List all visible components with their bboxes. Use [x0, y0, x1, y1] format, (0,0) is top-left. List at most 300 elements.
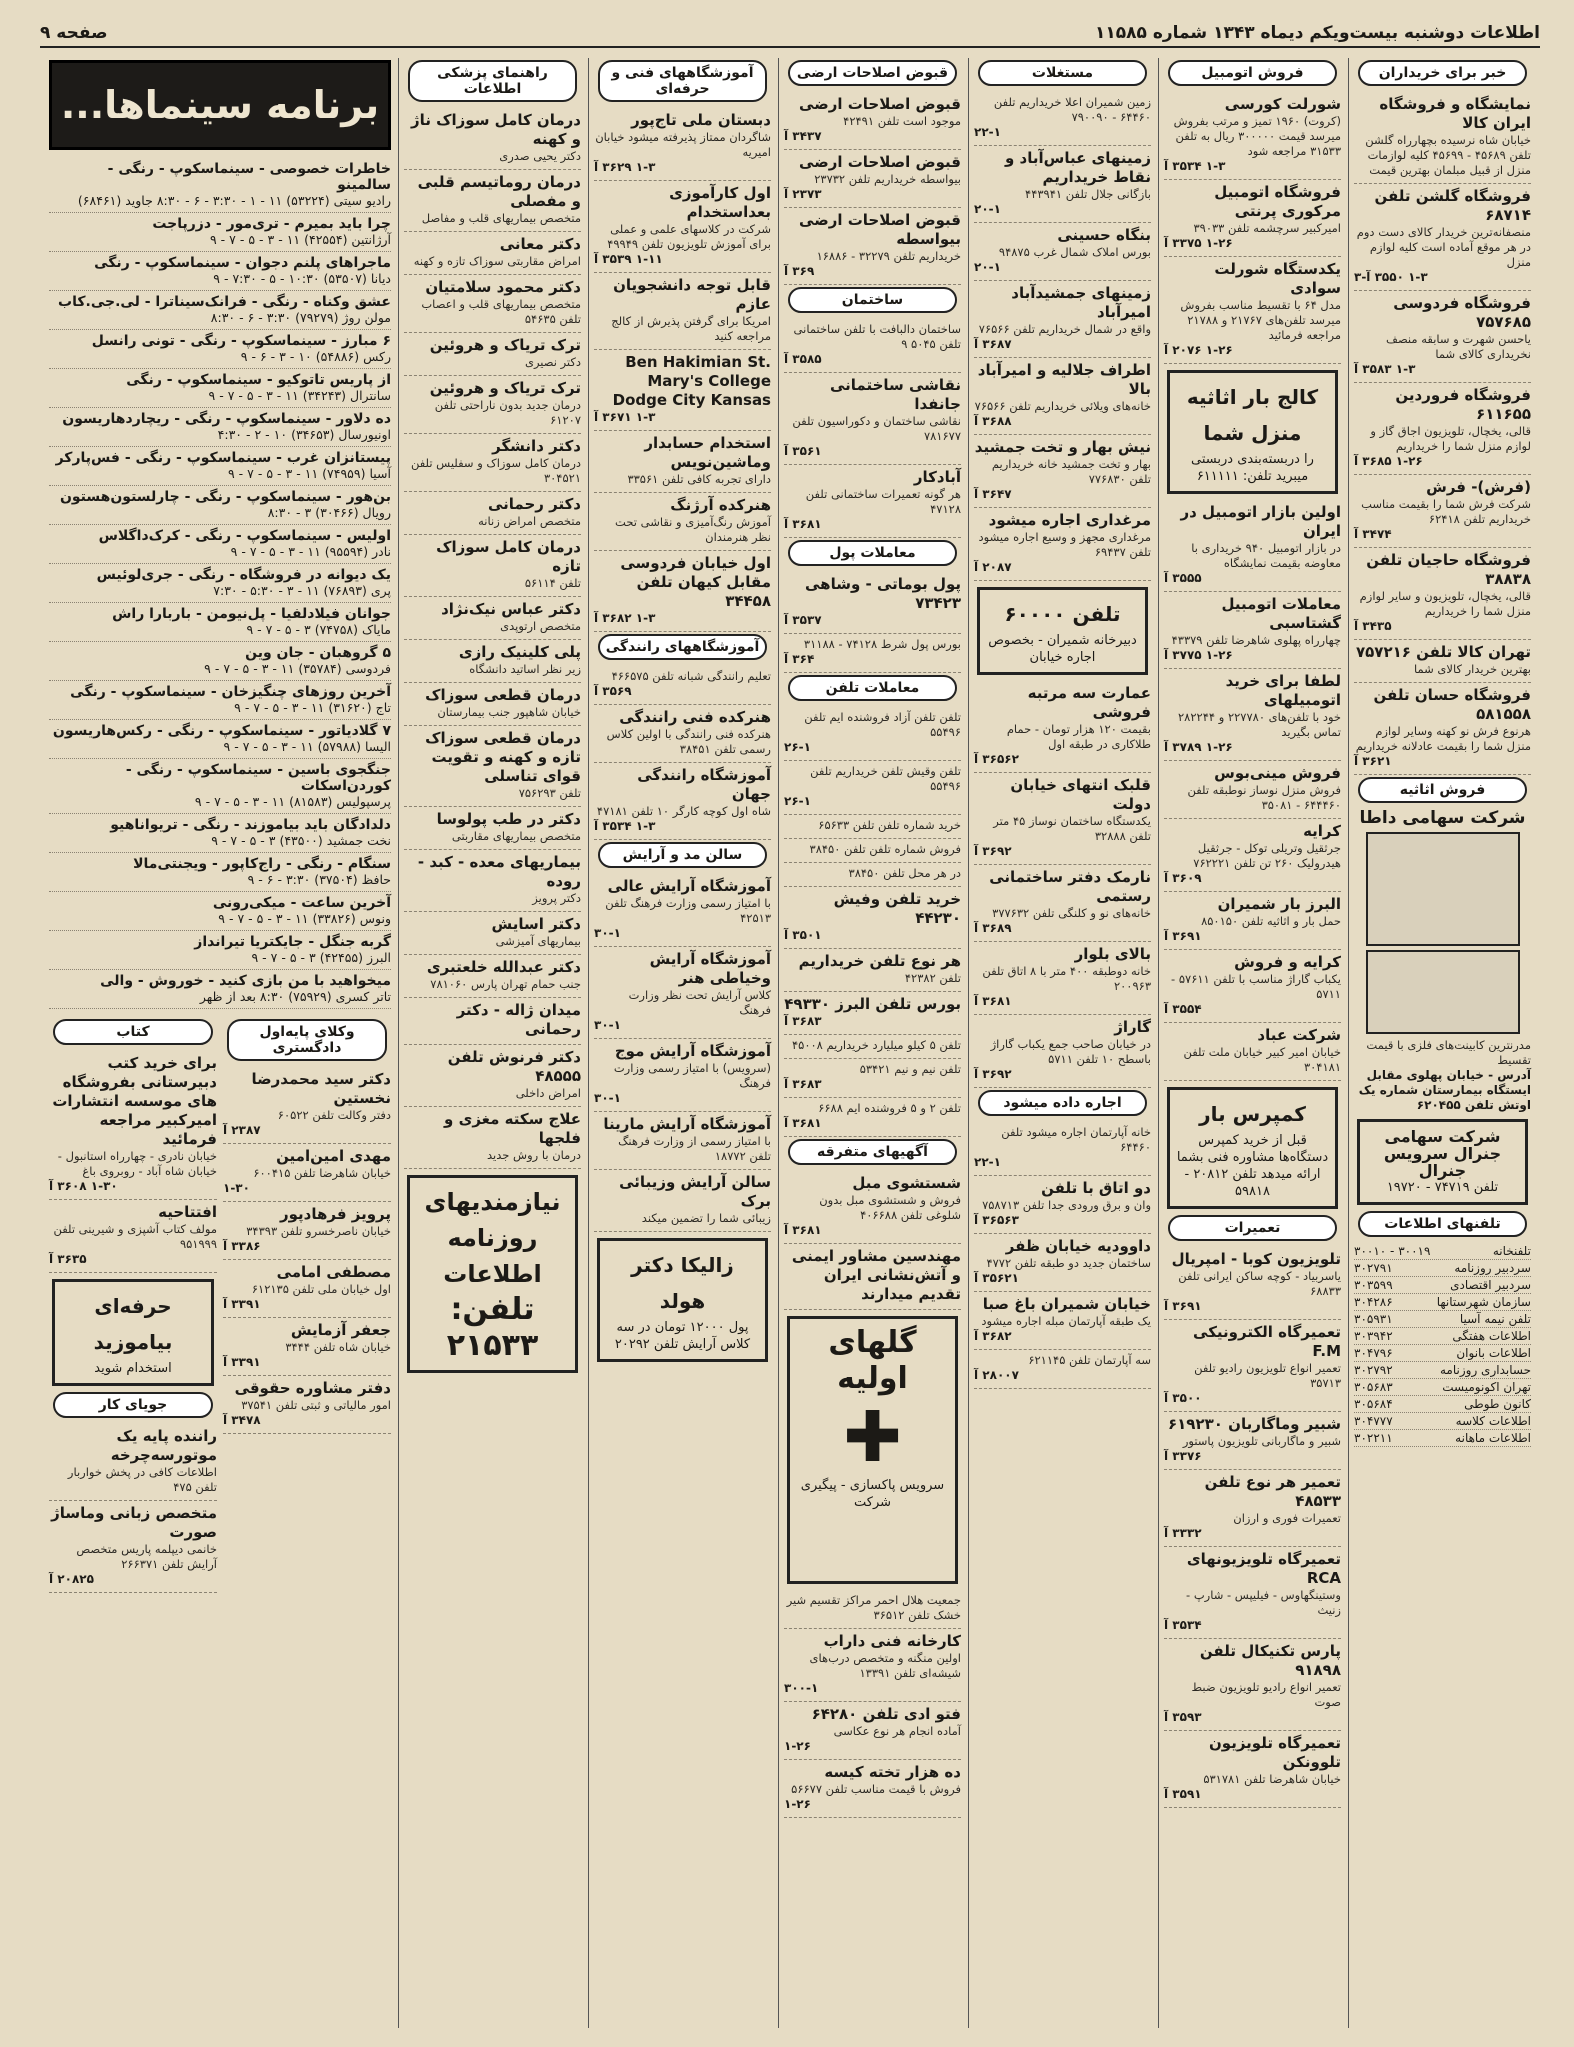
cinema-listing: [49, 158, 391, 213]
ad-code: ۳۰-۱: [594, 926, 621, 940]
phone-label: حسابداری روزنامه: [1440, 1363, 1531, 1377]
ad-code: ۱-۳۰ ۳۶۰۸ آ: [49, 1179, 118, 1193]
ad-code: ۱-۲۶: [784, 1739, 811, 1753]
ad-code: ۱-۲۶ ۳۶۸۵ آ: [1354, 454, 1423, 468]
ad-headline: آموزشگاه آرایش موج: [614, 1042, 771, 1060]
ad-code: ۳۵۰۱ آ: [784, 928, 822, 942]
ad-headline: اول خیابان فردوسی مقابل کیهان تلفن ۳۴۴۵۸: [620, 554, 771, 610]
ad-code: ۳۴۷۴ آ: [1354, 527, 1392, 541]
ad-body: (کروت) ۱۹۶۰ تمیز و مرتب بفروش میرسد قیمت ۳۰۰۰۰۰ ریال به تلفن ۳۱۵۳۳ مراجعه شود: [1173, 114, 1341, 158]
ad-code: ۳۶۹ آ: [784, 264, 815, 278]
classified-ad: [784, 887, 961, 949]
classified-ad: [1164, 1639, 1341, 1731]
ad-body: دبیرخانه شمیران - بخصوص اجاره خیابان: [988, 633, 1137, 665]
ad-code: ۳۶۰۹ آ: [1164, 871, 1202, 885]
classified-ad: [784, 839, 961, 863]
classified-ad: [974, 435, 1151, 508]
phone-row: [1354, 1413, 1531, 1430]
ad-code: ۳۶۸۱ آ: [784, 517, 822, 531]
ad-body: در بازار اتومبیل ۹۴۰ خریداری با معاوضه بقیمت نمایشگاه: [1191, 541, 1341, 570]
film-title: عشق وکناه - رنگی - فرانک‌سیناترا - لی.جی.کاب: [58, 294, 391, 310]
ad-headline: اولین بازار اتومبیل در ایران: [1180, 503, 1341, 540]
classified-ad: [594, 493, 771, 551]
ad-body: متخصص بیماریهای مقاربتی: [451, 829, 581, 843]
ad-body: امیرکبیر سرچشمه تلفن ۳۹۰۳۳: [1193, 221, 1341, 235]
phone-number: ۳۰۴۲۸۶: [1354, 1295, 1393, 1309]
classified-ad: [784, 634, 961, 673]
classified-ad: [1164, 257, 1341, 364]
phone-label: تلفن نیمه آسیا: [1459, 1312, 1531, 1326]
showtimes: آسیا (۷۴۹۵۹) ۱۱ - ۳ - ۵ - ۷ - ۹: [227, 466, 391, 481]
ad-body: را دربسته‌بندی دربستی میبرید تلفن: ۶۱۱۱۱۱: [1191, 452, 1314, 484]
showtimes: اونیورسال (۳۴۶۵۳) ۱۰ - ۲ - ۴:۳۰: [217, 427, 391, 442]
cinema-header: برنامه سینماها...: [49, 60, 391, 150]
classified-ad: [404, 955, 581, 998]
ad-code: ۱-۳ ۳۵۳۴ آ: [1164, 159, 1226, 173]
phone-label: اطلاعات ماهانه: [1455, 1431, 1531, 1445]
classified-ad: [974, 1015, 1151, 1088]
classified-ad: [1164, 1470, 1341, 1547]
cinema-listing: [49, 603, 391, 642]
classified-ad: [1354, 291, 1531, 383]
ad-headline: دکتر سید محمدرضا نخستین: [251, 1070, 391, 1107]
ad-headline: تلفن ۶۰۰۰۰: [1004, 602, 1121, 626]
ad-headline: برای خرید کتب دبیرستانی بفروشگاه های موسسه انتشارات امیرکبیر مراجعه فرمائید: [52, 1054, 217, 1148]
classified-ad: [784, 1059, 961, 1098]
ad-body: آماده انجام هر نوع عکاسی: [833, 1724, 961, 1738]
ad-headline: فروشگاه حاجیان تلفن ۳۸۸۳۸: [1366, 551, 1531, 588]
ad-headline: پارس تکنیکال تلفن ۹۱۸۹۸: [1199, 1642, 1341, 1679]
ad-code: ۲۸۰۰۷ آ: [974, 1368, 1019, 1382]
subcolumn-lawyers: [223, 1017, 391, 1593]
ad-headline: فروشگاه فروردین ۶۱۱۶۵۵: [1395, 386, 1531, 423]
phone-row: [1354, 1362, 1531, 1379]
cinema-listing: [49, 213, 391, 252]
phone-row: [1354, 1345, 1531, 1362]
ad-body: تلفن ۷۵۶۲۹۳: [518, 786, 581, 800]
ad-body: تعمیرات فوری و ارزان: [1233, 1511, 1341, 1525]
classified-ad: [594, 350, 771, 431]
ad-code: ۱-۳ ۳۵۵۰ آ-۳: [1354, 270, 1428, 284]
ad-body: تعلیم رانندگی شبانه تلفن ۴۶۶۵۷۵: [611, 669, 771, 683]
ad-headline: سالن آرایش وزیبائی برک: [619, 1173, 771, 1210]
boxed-ad: [52, 1279, 214, 1386]
classified-ad: [974, 146, 1151, 223]
ad-code: ۳۵۵۵ آ: [1164, 571, 1202, 585]
film-title: پیستانزان غرب - سینماسکوپ - رنگی - فس‌پارکر: [55, 450, 391, 466]
ad-body: متخصص امراض زنانه: [478, 514, 581, 528]
classified-ad: [404, 998, 581, 1045]
ad-body: یکباب گاراژ مناسب با تلفن ۵۷۶۱۱ - ۵۷۱۱: [1171, 972, 1341, 1001]
ad-code: ۳۴۳۷ آ: [784, 129, 822, 143]
classified-ad: [1354, 475, 1531, 548]
classified-ad: [404, 912, 581, 955]
showtimes: تاج (۳۱۶۲۰) ۱۱ - ۳ - ۵ - ۷ - ۹: [234, 700, 391, 715]
classified-ad: [1164, 92, 1341, 180]
ad-headline: کرایه: [1303, 822, 1341, 840]
phone-row: [1354, 1277, 1531, 1294]
ad-headline: کرایه و فروش: [1234, 953, 1341, 971]
cinema-listing: [49, 330, 391, 369]
phone-number: ۳۰۲۷۹۲: [1354, 1363, 1393, 1377]
ad-body: خیابان شاه تلفن ۳۴۴۴: [285, 1340, 391, 1354]
ad-body: خانه‌های نو و کلنگی تلفن ۳۷۷۶۳۲: [992, 906, 1151, 920]
phone-number: ۳۰۲۲۱۱: [1354, 1431, 1393, 1445]
ad-body: جمعیت هلال احمر مراکز تقسیم شیر خشک تلفن ۳۶۵۱۲: [786, 1593, 961, 1622]
ad-headline: تعمیرگاه تلویزیونهای RCA: [1186, 1550, 1341, 1587]
phone-number: ۳۰۲۷۹۱: [1354, 1261, 1393, 1275]
ad-headline: درمان قطعی سوزاک تازه و کهنه و تقویت قوای تناسلی: [425, 729, 581, 785]
ad-body: دفتر وکالت تلفن ۶۰۵۲۲: [277, 1108, 391, 1122]
ad-body: دکتر پرویز: [532, 891, 581, 905]
ad-headline: زمینهای عباس‌آباد و نقاط خریداریم: [1004, 149, 1151, 186]
big-ad-sub: تلفن: ۲۱۵۳۳: [446, 1292, 539, 1363]
classified-ad: [974, 1350, 1151, 1389]
classified-ad: [1164, 1320, 1341, 1412]
phone-row: [1354, 1311, 1531, 1328]
ad-body: متخصص بیماریهای قلب و مفاصل: [421, 211, 581, 225]
ad-code: ۳۴۳۵ آ: [1354, 619, 1392, 633]
phone-row: [1354, 1243, 1531, 1260]
section-title: فروش اثاثیه: [1358, 777, 1527, 803]
ad-body: پول ۱۲۰۰۰ تومان در سه کلاس آرایش تلفن ۲۰۲۹۲: [614, 1320, 751, 1352]
ad-body: اولین منگنه و متخصص درب‌های شیشه‌ای تلفن ۱۳۳۹۱: [809, 1651, 961, 1680]
ad-body: شرکت در کلاسهای علمی و عملی برای آموزش تلویزیون تلفن ۴۹۹۴۹: [607, 222, 771, 251]
phone-label: سازمان شهرستانها: [1436, 1295, 1531, 1309]
ad-headline: فروشگاه حسان تلفن ۵۸۱۵۵۸: [1373, 686, 1531, 723]
ad-headline: شورلت کورسی: [1224, 95, 1341, 113]
ad-headline: قبوض اصلاحات ارضی بیواسطه: [799, 211, 961, 248]
ad-code: ۳۰-۱: [594, 1091, 621, 1105]
cinema-listing: [49, 931, 391, 970]
ad-headline: تعمیرگاه تلویزیون تلوونکن: [1208, 1734, 1341, 1771]
ad-body: با امتیاز رسمی وزارت فرهنگ تلفن ۴۲۵۱۳: [605, 896, 771, 925]
classified-ad: [594, 666, 771, 705]
classified-ad: [404, 492, 581, 535]
cross-icon: ✚: [843, 1396, 902, 1478]
classified-ad: [974, 92, 1151, 146]
ad-code: ۲۰-۱: [974, 202, 1001, 216]
ad-code: ۳۶۹۲ آ: [974, 844, 1012, 858]
classified-ad: [784, 92, 961, 150]
ad-body: واقع در شمال خریداریم تلفن ۷۶۵۶۶: [978, 322, 1151, 336]
ad-body: استخدام شوید: [94, 1361, 172, 1376]
classified-ad: [49, 1501, 217, 1593]
ad-code: ۳۶۸۱ آ: [784, 1116, 822, 1130]
phone-number: ۳۰۳۵۹۹: [1354, 1278, 1393, 1292]
ad-body: کلاس آرایش تحت نظر وزارت فرهنگ: [628, 988, 771, 1017]
cinema-listing: [49, 408, 391, 447]
showtimes: مولن روژ (۷۹۲۷۹) ۳:۳۰ - ۶ - ۸:۳۰: [210, 310, 391, 325]
ad-code: ۳۳۳۲ آ: [1164, 1526, 1202, 1540]
ad-headline: بنگاه حسینی: [1057, 226, 1151, 244]
showtimes: البرز (۴۲۴۵۵) ۳ - ۵ - ۷ - ۹: [251, 950, 391, 965]
classified-ad: [594, 705, 771, 763]
film-title: آخرین ساعت - میکی‌رونی: [212, 895, 391, 911]
ad-code: ۱-۳۰: [223, 1181, 250, 1195]
ad-headline: نارمک دفتر ساختمانی رستمی: [989, 868, 1151, 905]
classified-ad: [404, 1045, 581, 1107]
ad-headline: دکتر اسایش: [491, 915, 581, 933]
classified-ad: [1164, 892, 1341, 950]
ad-code: ۳۶۸۱ آ: [974, 994, 1012, 1008]
ad-code: ۳۵۹۳ آ: [1164, 1710, 1202, 1724]
classified-ad: [784, 150, 961, 208]
column-schools: [588, 58, 776, 2028]
ad-body: تلفن ۲ و ۵ فروشنده ایم ۶۶۸۸: [818, 1101, 961, 1115]
classified-ad: [594, 1039, 771, 1112]
section-title: معاملات پول: [788, 540, 957, 566]
showtimes: نادر (۹۵۵۹۴) ۱۱ - ۳ - ۵ - ۷ - ۹: [230, 544, 391, 559]
ad-body: درمان کامل سوزاک و سفلیس تلفن ۳۰۴۵۲۱: [410, 456, 581, 485]
classified-ad: [784, 1035, 961, 1059]
ad-headline: عمارت سه مرتبه فروشی: [1027, 684, 1151, 721]
section-title: راهنمای پزشکی اطلاعات: [408, 60, 577, 102]
classified-ad: [1164, 1547, 1341, 1639]
ad-body: حمل بار و اثاثیه تلفن ۸۵۰۱۵۰: [1201, 914, 1341, 928]
brand-name: شرکت سهامی جنرال سرویس جنرال: [1383, 1127, 1502, 1180]
ad-headline: پول بوماتی - وشاهی ۷۳۴۲۳: [805, 575, 961, 612]
film-title: گربه جنگل - جایکتریا تیرانداز: [194, 934, 391, 950]
ad-code: ۳۶۸۱ آ: [784, 1223, 822, 1237]
ad-body: آموزش رنگ‌آمیزی و نقاشی تحت نظر هنرمندان: [615, 515, 771, 544]
cinema-listing: [49, 892, 391, 931]
ad-body: تلفن تلفن آزاد فروشنده ایم تلفن ۵۵۴۹۶: [804, 710, 961, 739]
film-title: چرا باید بمیرم - تری‌مور - دزرپاجت: [152, 216, 391, 232]
ad-body: وان و برق ورودی جدا تلفن ۷۵۸۷۱۳: [982, 1198, 1151, 1212]
classified-ad: [404, 108, 581, 170]
classified-ad: [784, 815, 961, 839]
classified-ad: [784, 761, 961, 815]
ad-body: با امتیاز رسمی از وزارت فرهنگ تلفن ۱۸۷۷۲: [618, 1134, 771, 1163]
cinema-listing: [49, 291, 391, 330]
classified-ad: [223, 1376, 391, 1434]
ad-body: خانه آپارتمان اجاره میشود تلفن ۶۴۴۶۰: [1001, 1125, 1151, 1154]
classified-ad: [404, 535, 581, 597]
classified-ad: [404, 726, 581, 807]
ad-body: مدل ۶۴ با تقسیط مناسب بفروش میرسد تلفن‌های ۲۱۷۶۷ و ۲۱۷۸۸ مراجعه فرمائید: [1180, 298, 1341, 342]
phone-row: [1354, 1294, 1531, 1311]
ad-body: وستینگهاوس - فیلیپس - شارپ - زنیث: [1186, 1588, 1341, 1617]
film-title: یک دیوانه در فروشگاه - رنگی - جری‌لوئیس: [96, 567, 391, 583]
ad-headline: ترک تریاک و هروئین: [429, 336, 581, 354]
classified-ad: [594, 874, 771, 947]
ad-code: ۳۳۷۶ آ: [1164, 1449, 1202, 1463]
masthead-page-number: صفحه ۹: [40, 23, 108, 43]
ad-headline: معاملات اتومبیل گشتاسبی: [1221, 595, 1341, 632]
ad-headline: بالای بلوار: [1074, 945, 1151, 963]
classified-ad: [974, 1176, 1151, 1234]
cinema-listing: [49, 525, 391, 564]
section-title: معاملات تلفن: [788, 675, 957, 701]
ad-body: فروش شماره تلفن تلفن ۳۸۴۵۰: [809, 842, 961, 856]
ad-headline: شستشوی مبل: [852, 1174, 961, 1192]
classified-ad: [49, 1424, 217, 1501]
ad-headline: مصطفی امامی: [276, 1263, 391, 1281]
classified-ad: [404, 807, 581, 850]
ad-body: در خیابان صاحب جمع یکباب گاراژ باسطح ۱۰ تلفن ۵۷۱۱: [990, 1037, 1151, 1066]
classified-ad: [404, 640, 581, 683]
ad-body: تلفن ۵ کیلو میلیارد خریداریم ۴۵۰۰۸: [791, 1038, 961, 1052]
ad-headline: آبادکار: [913, 468, 961, 486]
ad-headline: هنرکده فنی رانندگی: [619, 708, 771, 726]
ad-body: امراض داخلی: [515, 1086, 581, 1100]
classified-ad: [1354, 383, 1531, 475]
ad-headline: ده هزار تخته کیسه: [824, 1763, 961, 1781]
masthead: [40, 20, 1540, 48]
ad-body: تعمیر انواع رادیو تلویزیون ضبط صوت: [1191, 1680, 1341, 1709]
ad-body: خانه دوطبقه ۴۰۰ متر با ۸ اتاق تلفن ۲۰۰۹۶۳: [982, 964, 1151, 993]
showtimes: سانترال (۳۴۲۴۳) ۱۱ - ۳ - ۵ - ۷ - ۹: [208, 388, 391, 403]
ad-headline: قبوض اصلاحات ارضی: [799, 95, 961, 113]
ad-code: ۳۵۶۲۱ آ: [974, 1271, 1019, 1285]
company-address: آدرس - خیابان پهلوی مقابل ایستگاه بیمارستان شماره یک اوتش تلفن ۶۲۰۴۵۵: [1358, 1068, 1531, 1112]
ad-body: دارای تجربه کافی تلفن ۳۳۵۶۱: [627, 472, 771, 486]
ad-headline: مهدی امین‌امین: [276, 1147, 391, 1165]
classified-ad: [1354, 640, 1531, 683]
classified-ad: [404, 376, 581, 434]
ad-body: بقیمت ۱۲۰ هزار تومان - حمام طلاکاری در طبقه اول: [1006, 722, 1151, 751]
ad-headline: گاراژ: [1114, 1018, 1151, 1036]
ad-body: هر گونه تعمیرات ساختمانی تلفن ۴۷۱۲۸: [805, 487, 961, 516]
ad-headline: پلی کلینیک رازی: [458, 643, 581, 661]
film-title: بن‌هور - سینماسکوپ - رنگی - چارلستون‌هستون: [59, 489, 391, 505]
columns: [44, 58, 1536, 2028]
classified-ad: [1164, 761, 1341, 819]
ad-code: ۳۶۴ آ: [784, 652, 815, 666]
ad-body: زیر نظر اساتید دانشگاه: [469, 662, 581, 676]
classified-ad: [974, 281, 1151, 358]
ad-headline: زالیکا دکتر هولد: [631, 1253, 734, 1313]
ad-headline: داوودیه خیابان ظفر: [1005, 1237, 1151, 1255]
ad-headline: ترک تریاک و هروئین: [429, 379, 581, 397]
classified-ad: [974, 681, 1151, 773]
section-title: سالن مد و آرایش: [598, 842, 767, 868]
classified-ad: [1164, 1023, 1341, 1081]
ad-code: ۳۶۸۳ آ: [784, 1077, 822, 1091]
film-title: خاطرات خصوصی - سینماسکوپ - رنگی - سالمینو: [107, 161, 391, 193]
classified-ad: [784, 949, 961, 992]
cabinet-illustration: [1366, 832, 1520, 946]
cinema-listing: [49, 642, 391, 681]
ad-code: ۳۵۶۹ آ: [594, 684, 632, 698]
phone-label: اطلاعات کلاسه: [1455, 1414, 1531, 1428]
classified-ad: [784, 1244, 961, 1310]
ad-body: سه آپارتمان تلفن ۶۲۱۱۴۵: [1028, 1353, 1151, 1367]
phone-row: [1354, 1396, 1531, 1413]
phone-label: تهران اکونومیست: [1442, 1380, 1531, 1394]
ad-body: قالی، یخچال، تلویزیون و سایر لوازم منزل شما را خریداریم: [1359, 589, 1531, 618]
ad-code: ۳۳۸۶ آ: [223, 1239, 261, 1253]
ad-body: درمان جدید بدون ناراحتی تلفن ۶۱۲۰۷: [434, 398, 581, 427]
ad-headline: هر نوع تلفن خریداریم: [798, 952, 961, 970]
ad-headline: دبستان ملی تاج‌پور: [631, 111, 771, 129]
ad-headline: تهران کالا تلفن ۷۵۷۲۱۶: [1356, 643, 1531, 661]
ad-headline: نمایشگاه و فروشگاه ایران کالا: [1379, 95, 1531, 132]
ad-body: خیابان شاهرضا تلفن ۵۳۱۷۸۱: [1203, 1772, 1341, 1786]
classified-ad: [974, 358, 1151, 435]
phone-number: ۳۰۳۹۴۲: [1354, 1329, 1393, 1343]
section-title: آموزشگاههای فنی و حرفه‌ای: [598, 60, 767, 102]
ad-body: بهار و تخت جمشید خانه خریداریم تلفن ۷۷۶۸۳۰: [991, 457, 1151, 486]
ad-code: ۱-۳ ۳۶۸۲ آ: [594, 611, 656, 625]
showtimes: ونوس (۳۳۸۲۶) ۱۱ - ۳ - ۵ - ۷ - ۹: [218, 911, 391, 926]
ad-headline: یکدستگاه شورلت سوادی: [1214, 260, 1341, 297]
cabinet-illustration: [1366, 950, 1520, 1034]
ad-code: ۲۶-۱: [784, 794, 811, 808]
ad-body: اول خیابان ملی تلفن ۶۱۲۱۳۵: [251, 1282, 391, 1296]
classified-ad: [1354, 92, 1531, 184]
phone-number: ۳۰۵۶۸۴: [1354, 1397, 1393, 1411]
showtimes: تاتر کسری (۷۵۹۲۹) ۸:۳۰ بعد از ظهر: [199, 989, 391, 1004]
showtimes: پری (۷۶۸۹۳) ۱۱ - ۳ - ۵:۳۰ - ۷:۳۰: [213, 583, 391, 598]
ad-code: ۳۵۳۷ آ: [784, 613, 822, 627]
ad-body: خریداریم تلفن ۳۲۲۷۹ - ۱۶۸۸۶: [816, 249, 961, 263]
column-cars: [1158, 58, 1346, 2028]
phone-label: اطلاعات بانوان: [1456, 1346, 1531, 1360]
ad-headline: آموزشگاه آرایش وخیاطی هنر: [649, 950, 771, 987]
ad-headline: دکتر در طب پولوسا: [436, 810, 581, 828]
showtimes: مایاک (۷۴۷۵۸) ۳ - ۵ - ۷ - ۹: [246, 622, 391, 637]
ad-body: مرغداری مجهز و وسیع اجاره میشود تلفن ۶۹۴۳۷: [978, 530, 1151, 559]
ad-headline: قبوض اصلاحات ارضی: [799, 153, 961, 171]
column-realestate: [968, 58, 1156, 2028]
company-name: شرکت سهامی داطا: [1359, 808, 1526, 828]
ad-code: ۲۰۸۲۵ آ: [49, 1572, 94, 1586]
classified-ad: [594, 947, 771, 1039]
ad-code: ۳۵۳۴ آ: [1164, 1618, 1202, 1632]
phone-number: ۳۰۴۷۷۷: [1354, 1414, 1393, 1428]
ad-headline: دکتر معانی: [499, 235, 581, 253]
ad-code: ۳۶۹۱ آ: [1164, 1299, 1202, 1313]
ad-headline: کمپرس بار: [1199, 1102, 1306, 1126]
ad-code: ۲۰۸۷ آ: [974, 560, 1012, 574]
ad-headline: هنرکده آرژنگ: [670, 496, 771, 514]
big-ad-title: گلهای اولیه: [828, 1325, 917, 1396]
ad-code: ۲۲-۱: [974, 1155, 1001, 1169]
ad-headline: جعفر آزمایش: [290, 1321, 391, 1339]
ad-headline: آموزشگاه آرایش عالی: [607, 877, 771, 895]
column-cinema: [44, 58, 396, 2028]
ad-body: جرثقیل وتریلی توکل - جرثقیل هیدرولیک ۲۶۰ تن تلفن ۷۶۲۲۲۱: [1193, 841, 1341, 870]
film-title: ۷ گلادیاتور - سینماسکوپ - رنگی - رکس‌هاریسون: [52, 723, 391, 739]
classified-ad: [223, 1202, 391, 1260]
ad-body: بیواسطه خریداریم تلفن ۲۳۷۳۲: [814, 172, 961, 186]
ad-body: زمین شمیران اعلا خریداریم تلفن ۶۴۴۶۰ - ۷۹۰۰۹۰: [993, 95, 1151, 124]
ad-headline: درمان قطعی سوزاک: [425, 686, 581, 704]
classified-ad: [1164, 819, 1341, 892]
ad-body: تلفن وقیش تلفن خریداریم تلفن ۵۵۴۹۶: [810, 764, 961, 793]
ad-headline: فروشگاه اتومبیل مرکوری پرنتی: [1214, 183, 1341, 220]
showtimes: دیانا (۵۳۵۰۷) ۱۰:۳۰ - ۵ - ۷:۳۰ - ۹: [213, 271, 391, 286]
ad-code: ۱-۲۶ ۳۳۷۵ آ: [1164, 236, 1233, 250]
cinema-listing: [49, 970, 391, 1009]
ad-headline: مرغداری اجاره میشود: [988, 511, 1151, 529]
classified-ad: [594, 273, 771, 350]
classified-ad: [784, 1760, 961, 1818]
ad-body: شرکت فرش شما را بقیمت مناسب خریداریم تلفن ۶۲۴۱۸: [1361, 497, 1531, 526]
cinema-listing: [49, 853, 391, 892]
ad-headline: قلبک انتهای خیابان دولت: [1010, 776, 1151, 813]
classified-ad: [1354, 683, 1531, 775]
classified-ad: [974, 1234, 1151, 1292]
film-title: ۶ مبارز - سینماسکوپ - رنگی - تونی رانسل: [91, 333, 391, 349]
ad-body: تلفن ۵۶۱۱۴: [524, 576, 581, 590]
ad-headline: زمینهای جمشیدآباد امیرآباد: [1011, 284, 1151, 321]
ad-headline: درمان کامل سوزاک ناژ و کهنه: [411, 111, 581, 148]
ad-body: متخصص ارتوپدی: [500, 619, 581, 633]
phone-number: ۳۰۴۷۹۶: [1354, 1346, 1393, 1360]
